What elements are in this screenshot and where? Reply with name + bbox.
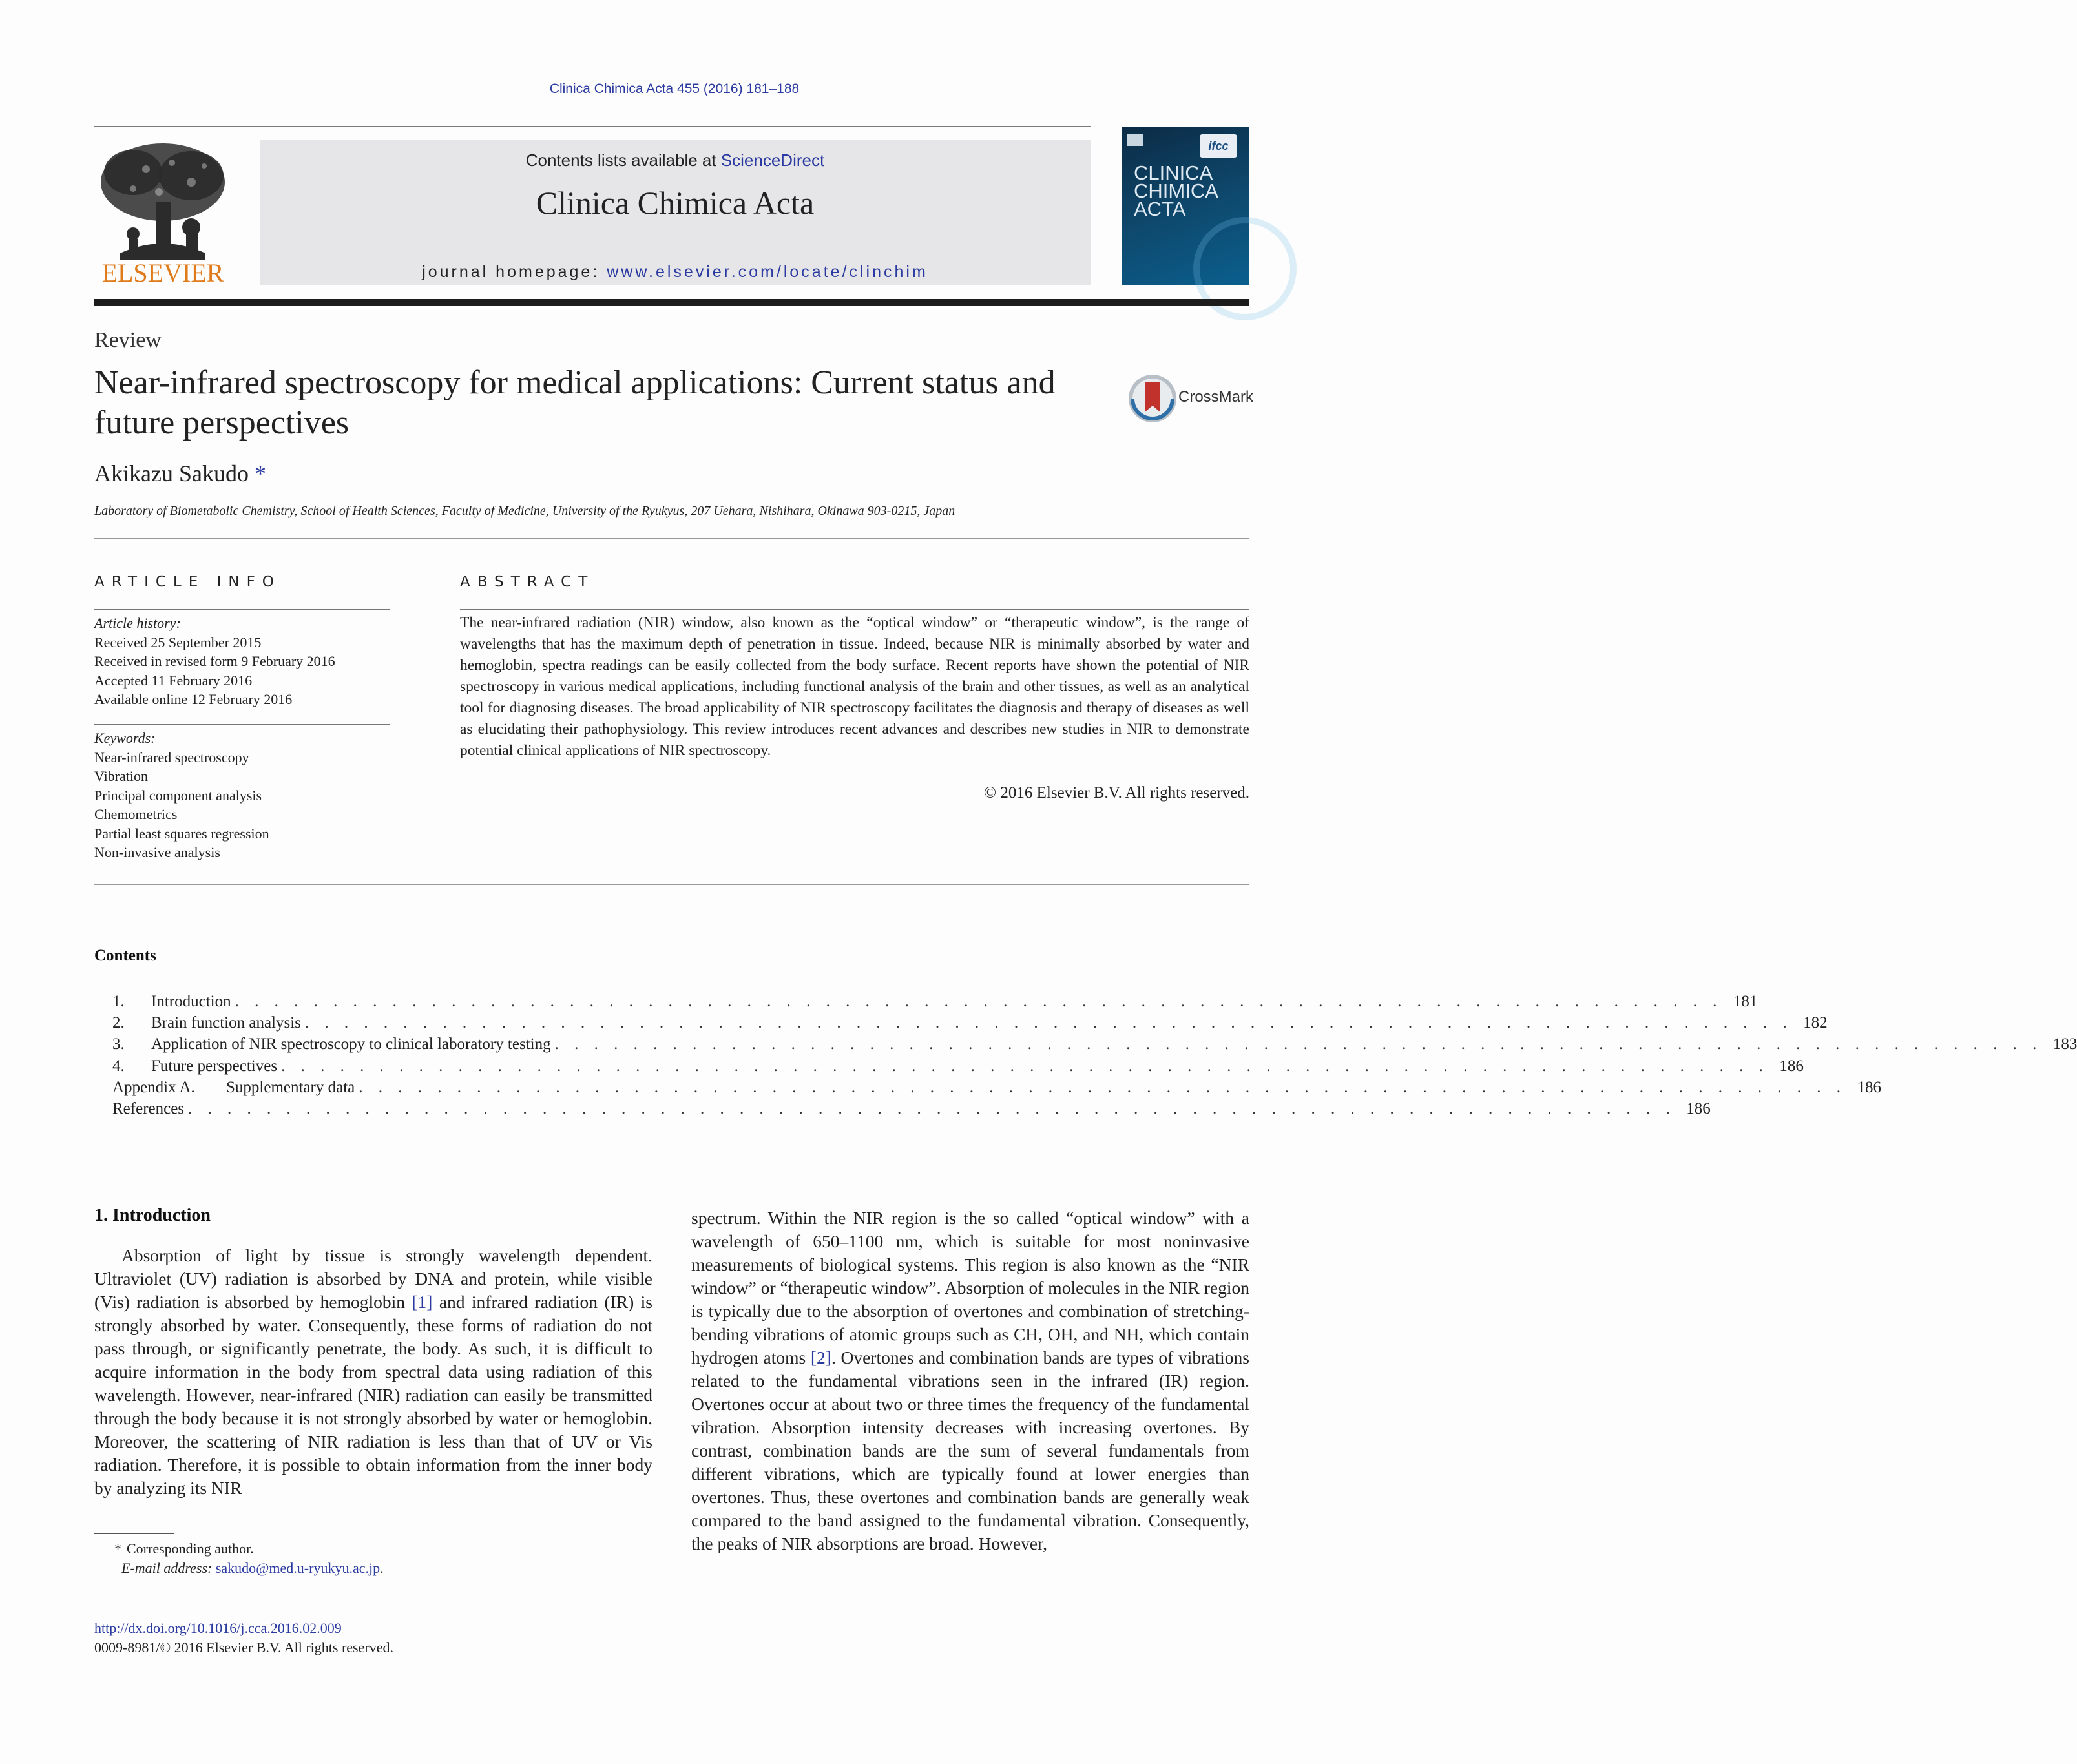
toc-number: 2.	[112, 1014, 125, 1032]
toc-leader: . . . . . . . . . . . . . . . . . . . . . . . . . . . . . . . . . . . . . . . . . . . . . . . . . . . . . . . . . . . . . . . . . . . . . . . . . . . .	[281, 1057, 1769, 1075]
intro-text: . Overtones and combination bands are types of vibrations related to the fundamental vibrations seen in the infrared (IR) region. Overtones occur at about two or three times the frequency of the fundamental vibration. Absorption intensity decreases with increasing overtones. By contrast, combination bands are the sum of several fundamentals from different vibrations, which are typically found at lower energies than overtones. Thus, these overtones and combination bands are generally weak compared to the band assigned to the fundamental vibration. Consequently, the peaks of NIR absorptions are broad. However,	[691, 1347, 1249, 1553]
introduction-right-column	[691, 1207, 1249, 1555]
issn-copyright: 0009-8981/© 2016 Elsevier B.V. All rights reserved.	[94, 1639, 393, 1655]
elsevier-wordmark: ELSEVIER	[101, 258, 224, 287]
abstract-text: The near-infrared radiation (NIR) window, also known as the “optical window” or “therapeutic window”, is the range of wavelengths that has the maximum depth of penetration in tissue. Indeed, because NIR is minimally absorbed by water and hemoglobin, spectra readings can be easily collected from the body surface. Recent reports have shown the potential of NIR spectroscopy in various medical applications, including functional analysis of the brain and other tissues, as well as an analytical tool for diagnosing diseases. The broad applicability of NIR spectroscopy facilitates the diagnosis and therapy of diseases as well as elucidating their pathophysiology. This review introduces recent advances and describes new studies in NIR to demonstrate potential clinical applications of NIR spectroscopy.	[460, 614, 1249, 759]
history-received: Received 25 September 2015	[94, 634, 262, 650]
elsevier-tree-icon	[94, 137, 231, 287]
toc-number: Appendix A.	[112, 1078, 195, 1096]
keyword-item: Vibration	[94, 768, 148, 784]
keywords-label: Keywords:	[94, 730, 156, 746]
author-name: Akikazu Sakudo	[94, 461, 249, 486]
affil-rule	[94, 538, 1249, 539]
history-online: Available online 12 February 2016	[94, 691, 293, 707]
affiliation: Laboratory of Biometabolic Chemistry, School of Health Sciences, Faculty of Medicine, University of the Ryukyus, 207 Uehara, Nishihara, Okinawa 903-0215, Japan	[94, 504, 955, 518]
contents-heading: Contents	[94, 947, 156, 964]
homepage-prefix: journal homepage:	[422, 263, 607, 281]
toc-page[interactable]: 183	[2052, 1035, 2077, 1053]
cover-line-1: CLINICA	[1134, 161, 1213, 184]
footnote-rule	[94, 1533, 174, 1534]
journal-cover[interactable]	[1122, 127, 1249, 285]
toc-leader: . . . . . . . . . . . . . . . . . . . . . . . . . . . . . . . . . . . . . . . . . . . . . . . . . . . . . . . . . . . . . . . . . . . . . . . . . . . .	[188, 1099, 1676, 1117]
history-revised: Received in revised form 9 February 2016	[94, 653, 335, 669]
toc-leader: . . . . . . . . . . . . . . . . . . . . . . . . . . . . . . . . . . . . . . . . . . . . . . . . . . . . . . . . . . . . . . . . . . . . . . . . . . . .	[554, 1035, 2043, 1053]
keyword-item: Partial least squares regression	[94, 825, 269, 842]
intro-text: spectrum. Within the NIR region is the so called “optical window” with a wavelength of 650–1100 nm, which is suitable for most noninvasive measurements of biological systems. This region is also known as the “NIR window” or “therapeutic window”. Absorption of molecules in the NIR region is typically due to the absorption of overtones and combination of stretching-bending vibrations of atomic groups such as CH, OH, and NH, which contain hydrogen atoms	[691, 1208, 1249, 1367]
journal-name: Clinica Chimica Acta	[536, 185, 815, 221]
toc-label[interactable]: References	[112, 1099, 185, 1117]
history-accepted: Accepted 11 February 2016	[94, 672, 253, 689]
journal-banner	[260, 140, 1091, 285]
toc-label[interactable]: Introduction	[151, 993, 231, 1010]
toc-page[interactable]: 186	[1686, 1099, 1711, 1117]
intro-text: and infrared radiation (IR) is strongly absorbed by water. Consequently, these forms of radiation do not pass through, or significantly penetrate, the body. As such, it is difficult to acquire information in the body from spectral data using radiation of this wavelength. However, near-infrared (NIR) radiation can easily be transmitted through the body because it is not strongly absorbed by water or hemoglobin. Moreover, the scattering of NIR radiation is less than that of UV or Vis radiation. Therefore, it is possible to obtain information from the inner body by analyzing its NIR	[94, 1292, 652, 1498]
contents-available	[260, 150, 1091, 171]
toc-leader: . . . . . . . . . . . . . . . . . . . . . . . . . . . . . . . . . . . . . . . . . . . . . . . . . . . . . . . . . . . . . . . . . . . . . . . . . . . .	[304, 1014, 1793, 1032]
journal-citation[interactable]: Clinica Chimica Acta 455 (2016) 181–188	[549, 81, 800, 96]
header-thick-rule	[94, 299, 1249, 306]
toc-leader: . . . . . . . . . . . . . . . . . . . . . . . . . . . . . . . . . . . . . . . . . . . . . . . . . . . . . . . . . . . . . . . . . . . . . . . . . . . .	[235, 993, 1723, 1010]
author	[94, 460, 266, 487]
abstract-copyright: © 2016 Elsevier B.V. All rights reserved.	[984, 784, 1249, 802]
toc-number: 4.	[112, 1057, 125, 1075]
header-top-rule	[94, 126, 1091, 127]
table-of-contents	[112, 993, 2077, 1121]
article-footer	[94, 1619, 393, 1657]
footnote	[94, 1539, 384, 1578]
toc-label[interactable]: Future perspectives	[151, 1057, 278, 1075]
cover-line-2: CHIMICA	[1134, 180, 1218, 202]
abstract-rule	[460, 609, 1249, 610]
toc-number: 1.	[112, 993, 125, 1010]
toc-page[interactable]: 186	[1779, 1057, 1804, 1075]
abstract-heading: ABSTRACT	[460, 574, 595, 590]
toc-label[interactable]: Supplementary data	[226, 1078, 355, 1096]
ifcc-badge: ifcc	[1200, 134, 1237, 158]
keyword-item: Near-infrared spectroscopy	[94, 749, 249, 765]
author-email-link[interactable]: sakudo@med.u-ryukyu.ac.jp	[215, 1560, 381, 1576]
article-info-heading: ARTICLE INFO	[94, 574, 281, 590]
cover-publisher-icon	[1127, 134, 1143, 146]
sciencedirect-link[interactable]: ScienceDirect	[720, 150, 825, 170]
footnote-mark: *	[114, 1541, 121, 1557]
footnote-email-end: .	[380, 1560, 384, 1576]
keyword-item: Non-invasive analysis	[94, 844, 220, 860]
crossmark-label[interactable]: CrossMark	[1178, 388, 1254, 406]
toc-item[interactable]	[112, 1099, 1711, 1121]
article-info-rule	[94, 609, 390, 610]
toc-page[interactable]: 181	[1733, 993, 1758, 1010]
introduction-heading: 1. Introduction	[94, 1205, 211, 1225]
article-type: Review	[94, 328, 162, 352]
author-footnote-mark[interactable]: *	[254, 461, 266, 486]
reference-link[interactable]: [2]	[810, 1347, 831, 1367]
keywords	[94, 729, 269, 862]
toc-item[interactable]	[112, 1057, 1804, 1079]
crossmark-icon[interactable]	[1127, 373, 1178, 424]
journal-homepage	[260, 263, 1091, 282]
toc-page[interactable]: 182	[1803, 1014, 1828, 1032]
elsevier-logo[interactable]	[94, 137, 231, 287]
introduction-left-column	[94, 1244, 652, 1500]
toc-item[interactable]	[112, 1014, 1828, 1035]
intro-text: Absorption of light by tissue is strongly wavelength dependent. Ultraviolet (UV) radiation is absorbed by DNA and protein, while visible (Vis) radiation is absorbed by hemoglobin	[94, 1245, 652, 1312]
cover-line-3: ACTA	[1134, 198, 1186, 220]
reference-link[interactable]: [1]	[412, 1292, 433, 1312]
keywords-rule	[94, 724, 390, 725]
footnote-email-label: E-mail address:	[121, 1560, 213, 1576]
keyword-item: Principal component analysis	[94, 787, 262, 804]
doi-link[interactable]: http://dx.doi.org/10.1016/j.cca.2016.02.009	[94, 1620, 342, 1636]
toc-item[interactable]	[112, 993, 1758, 1014]
toc-number: 3.	[112, 1035, 125, 1053]
toc-label[interactable]: Brain function analysis	[151, 1014, 301, 1032]
article-title: Near-infrared spectroscopy for medical applications: Current status and future perspectives	[94, 364, 1056, 441]
footnote-corresponding: Corresponding author.	[127, 1541, 254, 1557]
keyword-item: Chemometrics	[94, 806, 178, 822]
homepage-link[interactable]: www.elsevier.com/locate/clinchim	[607, 263, 928, 281]
toc-label[interactable]: Application of NIR spectroscopy to clinical laboratory testing	[151, 1035, 551, 1053]
toc-page[interactable]: 186	[1857, 1078, 1881, 1096]
contents-prefix: Contents lists available at	[525, 150, 721, 170]
toc-item[interactable]	[112, 1035, 2077, 1057]
toc-item[interactable]	[112, 1078, 1881, 1100]
article-history	[94, 614, 335, 709]
history-label: Article history:	[94, 615, 181, 631]
abstract-bottom-rule	[94, 884, 1249, 885]
toc-leader: . . . . . . . . . . . . . . . . . . . . . . . . . . . . . . . . . . . . . . . . . . . . . . . . . . . . . . . . . . . . . . . . . . . . . . . . . . . .	[359, 1078, 1846, 1096]
